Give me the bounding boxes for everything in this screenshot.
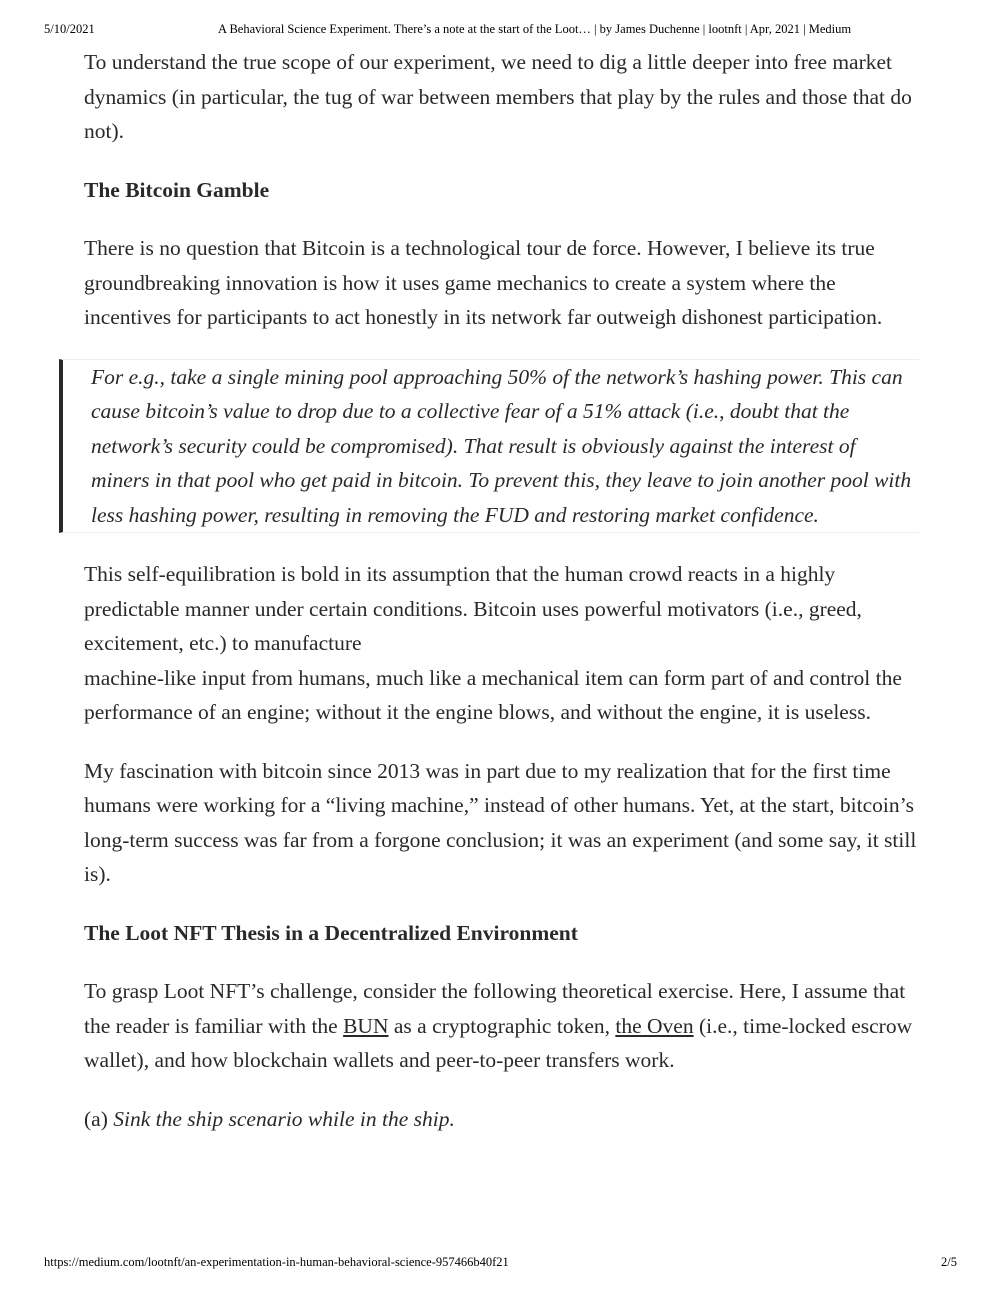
paragraph-self-equilibration-part2: machine-like input from humans, much like a mechanical item can form part of and control the performance of an engine; without it the engine blows, and without the engine, it is useless.: [84, 665, 902, 724]
heading-loot-nft-thesis: The Loot NFT Thesis in a Decentralized Environment: [84, 920, 578, 945]
heading-bitcoin-gamble: The Bitcoin Gamble: [84, 177, 270, 202]
loot-text-1: To grasp Loot NFT’s challenge, consider the following theoretical exercise. Here, I assume that the reader is familiar with the: [84, 979, 906, 1038]
bun-link[interactable]: BUN: [343, 1013, 389, 1038]
oven-link[interactable]: the Oven: [615, 1013, 694, 1038]
paragraph-scenario-a: [84, 1102, 919, 1137]
print-date: 5/10/2021: [44, 22, 95, 36]
paragraph-self-equilibration: [84, 557, 919, 730]
paragraph-loot-challenge: [84, 974, 919, 1078]
paragraph-fascination: My fascination with bitcoin since 2013 was in part due to my realization that for the first time humans were working for a “living machine,” instead of other humans. Yet, at the start, bitcoin’s long-term success was far from a forgone conclusion; it was an experiment (and some say, it still is).: [84, 758, 917, 886]
print-page-number: 2/5: [941, 1255, 957, 1269]
paragraph-bitcoin-innovation: There is no question that Bitcoin is a technological tour de force. However, I believe its true groundbreaking innovation is how it uses game mechanics to create a system where the incentives for participants to act honestly in its network far outweigh dishonest participation.: [84, 236, 883, 329]
print-url: https://medium.com/lootnft/an-experimentation-in-human-behavioral-science-957466b40f21: [44, 1255, 509, 1269]
article-body: [84, 45, 919, 1160]
scenario-title: Sink the ship scenario while in the ship.: [113, 1106, 455, 1131]
loot-text-3: (i.e., time-locked escrow wallet), and how blockchain wallets and peer-to-peer transfers work.: [84, 1013, 913, 1072]
loot-text-2: as a cryptographic token,: [388, 1013, 616, 1038]
blockquote-mining-pool: [59, 359, 919, 534]
print-footer: [0, 1255, 1000, 1275]
scenario-label: (a): [84, 1106, 114, 1131]
paragraph-market-dynamics: To understand the true scope of our experiment, we need to dig a little deeper into free market dynamics (in particular, the tug of war between members that play by the rules and those that do not).: [84, 50, 912, 143]
paragraph-self-equilibration-part1: This self-equilibration is bold in its assumption that the human crowd reacts in a highly predictable manner under certain conditions. Bitcoin uses powerful motivators (i.e., greed, excitement, etc.) to manufacture: [84, 562, 862, 655]
blockquote-text: For e.g., take a single mining pool approaching 50% of the network’s hashing power. This can cause bitcoin’s value to drop due to a collective fear of a 51% attack (i.e., doubt that the network’s security could be compromised). That result is obviously against the interest of miners in that pool who get paid in bitcoin. To prevent this, they leave to join another pool with less hashing power, resulting in removing the FUD and restoring market confidence.: [91, 364, 912, 527]
print-page-title: A Behavioral Science Experiment. There’s a note at the start of the Loot… | by James Duchenne | lootnft | Apr, 2021 | Medium: [218, 22, 852, 36]
print-header: [0, 22, 1000, 42]
